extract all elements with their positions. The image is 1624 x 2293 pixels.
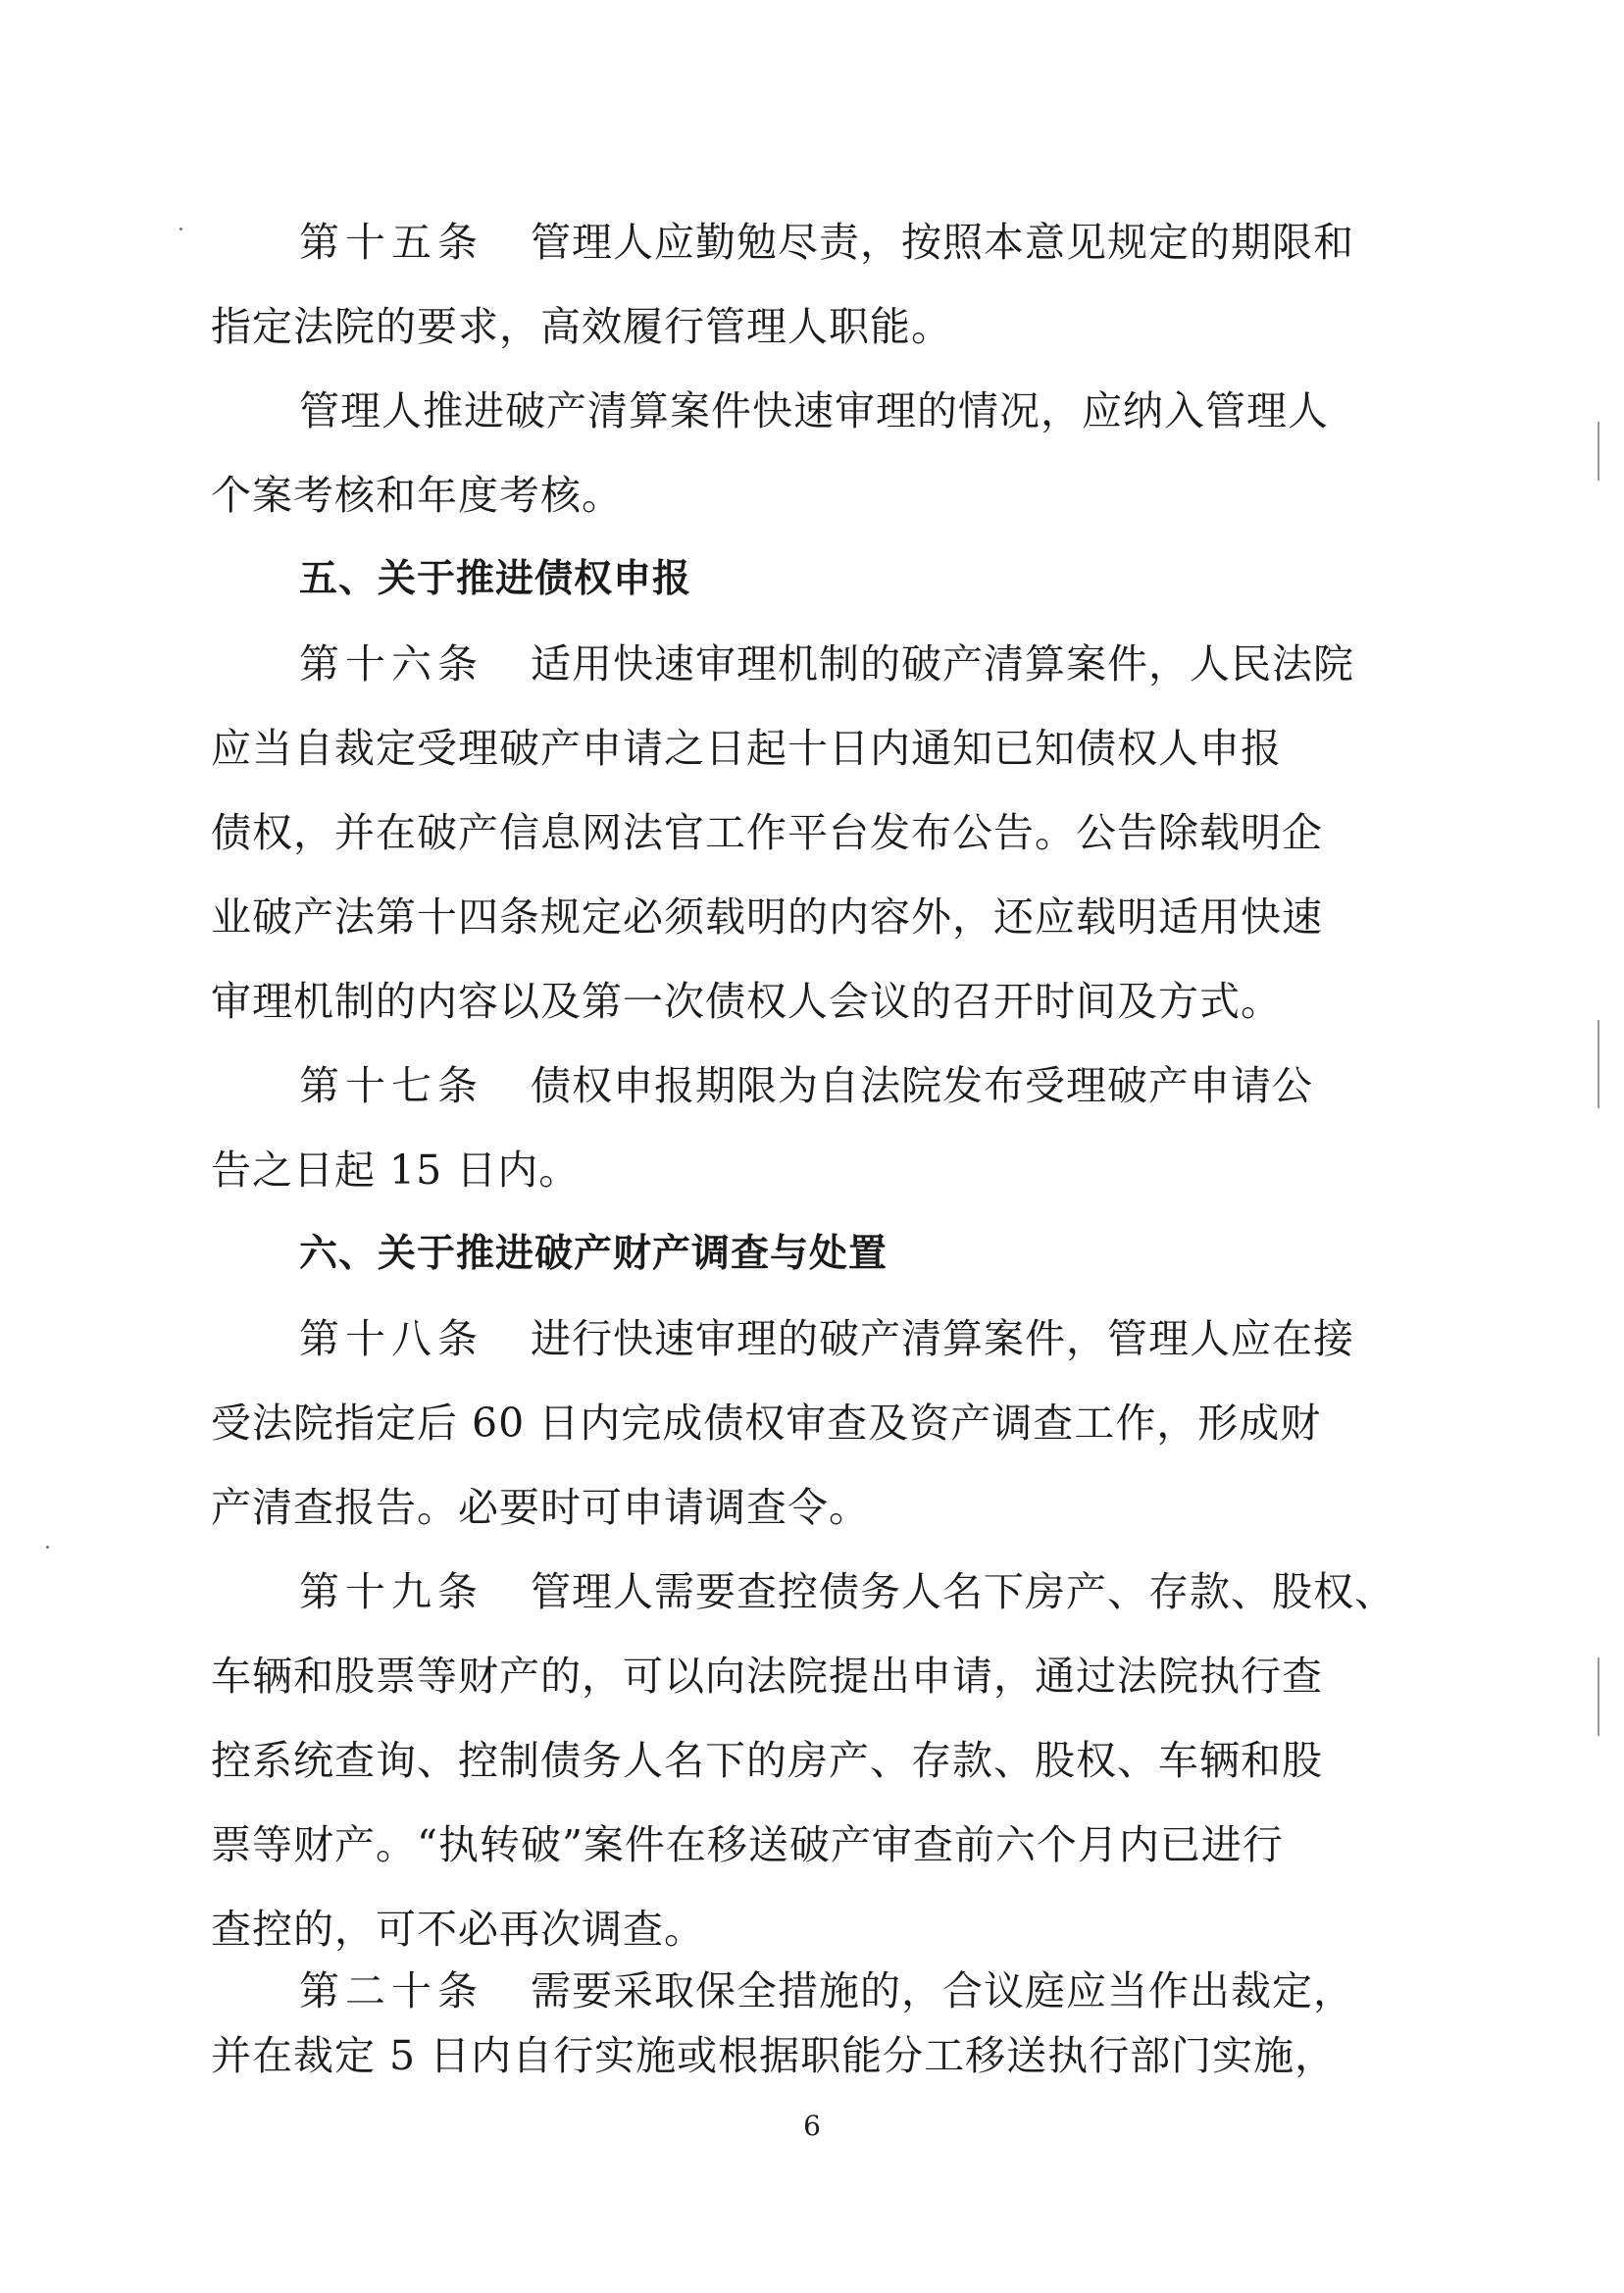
article-16-line: 债权，并在破产信息网法官工作平台发布公告。公告除载明企 (211, 809, 1323, 856)
article-16-label: 第十六条 (299, 640, 483, 688)
article-16-line: 应当自裁定受理破产申请之日起十日内通知已知债权人申报 (211, 725, 1282, 772)
article-19-line-1: 第十九条 管理人需要查控债务人名下房产、存款、股权、 (299, 1568, 1396, 1615)
scan-edge-mark (1598, 1020, 1599, 1108)
section-heading-5: 五、关于推进债权申报 (299, 557, 692, 601)
article-20-line: 并在裁定 5 日内自行实施或根据职能分工移送执行部门实施， (211, 2032, 1337, 2079)
article-17-line-1: 第十七条 债权申报期限为自法院发布受理破产申请公 (299, 1062, 1313, 1109)
article-15-line-2: 指定法院的要求，高效履行管理人职能。 (211, 303, 952, 350)
section-heading-6: 六、关于推进破产财产调查与处置 (299, 1232, 888, 1276)
scan-edge-mark (1598, 1657, 1599, 1736)
scan-edge-mark (1598, 422, 1599, 481)
article-18-label: 第十八条 (299, 1315, 483, 1362)
article-18-line: 受法院指定后 60 日内完成债权审查及资产调查工作，形成财 (211, 1400, 1322, 1447)
article-15-label: 第十五条 (299, 219, 483, 266)
article-19-line: 车辆和股票等财产的，可以向法院提出申请，通过法院执行查 (211, 1653, 1323, 1700)
paragraph-line: 管理人推进破产清算案件快速审理的情况，应纳入管理人 (299, 387, 1329, 434)
scan-speck (46, 1546, 49, 1549)
article-19-line: 查控的，可不必再次调查。 (211, 1906, 705, 1953)
article-16-line-1: 第十六条 适用快速审理机制的破产清算案件，人民法院 (299, 640, 1354, 688)
article-17-line: 告之日起 15 日内。 (211, 1146, 581, 1194)
article-19-line: 控系统查询、控制债务人名下的房产、存款、股权、车辆和股 (211, 1737, 1323, 1784)
article-20-label: 第二十条 (299, 1967, 483, 2014)
article-18-line-1: 第十八条 进行快速审理的破产清算案件，管理人应在接 (299, 1315, 1354, 1362)
article-18-line: 产清查报告。必要时可申请调查令。 (211, 1484, 870, 1531)
article-16-line: 审理机制的内容以及第一次债权人会议的召开时间及方式。 (211, 978, 1282, 1025)
paragraph-line: 个案考核和年度考核。 (211, 472, 623, 519)
article-20-line-1: 第二十条 需要采取保全措施的，合议庭应当作出裁定， (299, 1967, 1354, 2014)
article-15-line-1: 第十五条 管理人应勤勉尽责，按照本意见规定的期限和 (299, 219, 1354, 266)
page-number: 6 (803, 2110, 821, 2142)
article-19-label: 第十九条 (299, 1568, 483, 1615)
article-17-label: 第十七条 (299, 1062, 483, 1109)
article-19-line: 票等财产。“执转破”案件在移送破产审查前六个月内已进行 (211, 1821, 1284, 1868)
scan-speck (179, 228, 182, 230)
article-16-line: 业破产法第十四条规定必须载明的内容外，还应载明适用快速 (211, 893, 1323, 941)
